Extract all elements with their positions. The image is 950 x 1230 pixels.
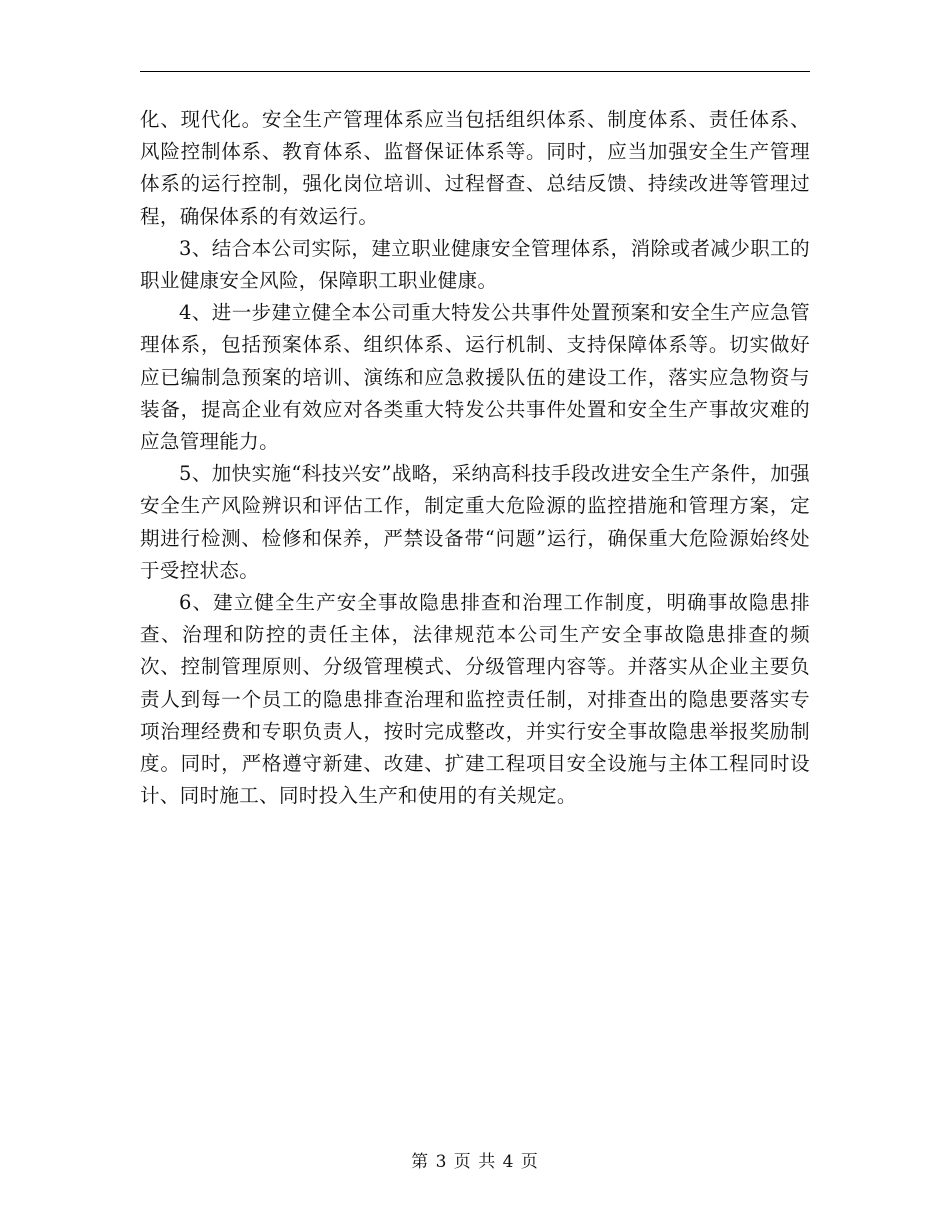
paragraph-item-6: 6、建立健全生产安全事故隐患排查和治理工作制度，明确事故隐患排查、治理和防控的责任主体，法律规范本公司生产安全事故隐患排查的频次、控制管理原则、分级管理模式、分级管理内容等。并落实从企业主要负责人到每一个员工的隐患排查治理和监控责任制，对排查出的隐患要落实专项治理经费和专职负责人，按时完成整改，并实行安全事故隐患举报奖励制度。同时，严格遵守新建、改建、扩建工程项目安全设施与主体工程同时设计、同时施工、同时投入生产和使用的有关规定。 <box>140 591 810 808</box>
paragraph-item-5: 5、加快实施“科技兴安”战略，采纳高科技手段改进安全生产条件，加强安全生产风险辨识和评估工作，制定重大危险源的监控措施和管理方案，定期进行检测、检修和保养，严禁设备带“问题”运行，确保重大危险源始终处于受控状态。 <box>140 462 810 582</box>
paragraph-item-4: 4、进一步建立健全本公司重大特发公共事件处置预案和安全生产应急管理体系，包括预案体系、组织体系、运行机制、支持保障体系等。切实做好应已编制急预案的培训、演练和应急救援队伍的建设工作，落实应急物资与装备，提高企业有效应对各类重大特发公共事件处置和安全生产事故灾难的应急管理能力。 <box>140 301 810 454</box>
page-number-footer: 第 3 页 共 4 页 <box>411 1152 539 1172</box>
header-rule <box>140 71 810 72</box>
document-body <box>140 104 810 812</box>
paragraph-continuation: 化、现代化。安全生产管理体系应当包括组织体系、制度体系、责任体系、风险控制体系、教育体系、监督保证体系等。同时，应当加强安全生产管理体系的运行控制，强化岗位培训、过程督查、总结反馈、持续改进等管理过程，确保体系的有效运行。 <box>140 108 810 228</box>
paragraph-item-3: 3、结合本公司实际，建立职业健康安全管理体系，消除或者减少职工的职业健康安全风险，保障职工职业健康。 <box>140 236 810 293</box>
